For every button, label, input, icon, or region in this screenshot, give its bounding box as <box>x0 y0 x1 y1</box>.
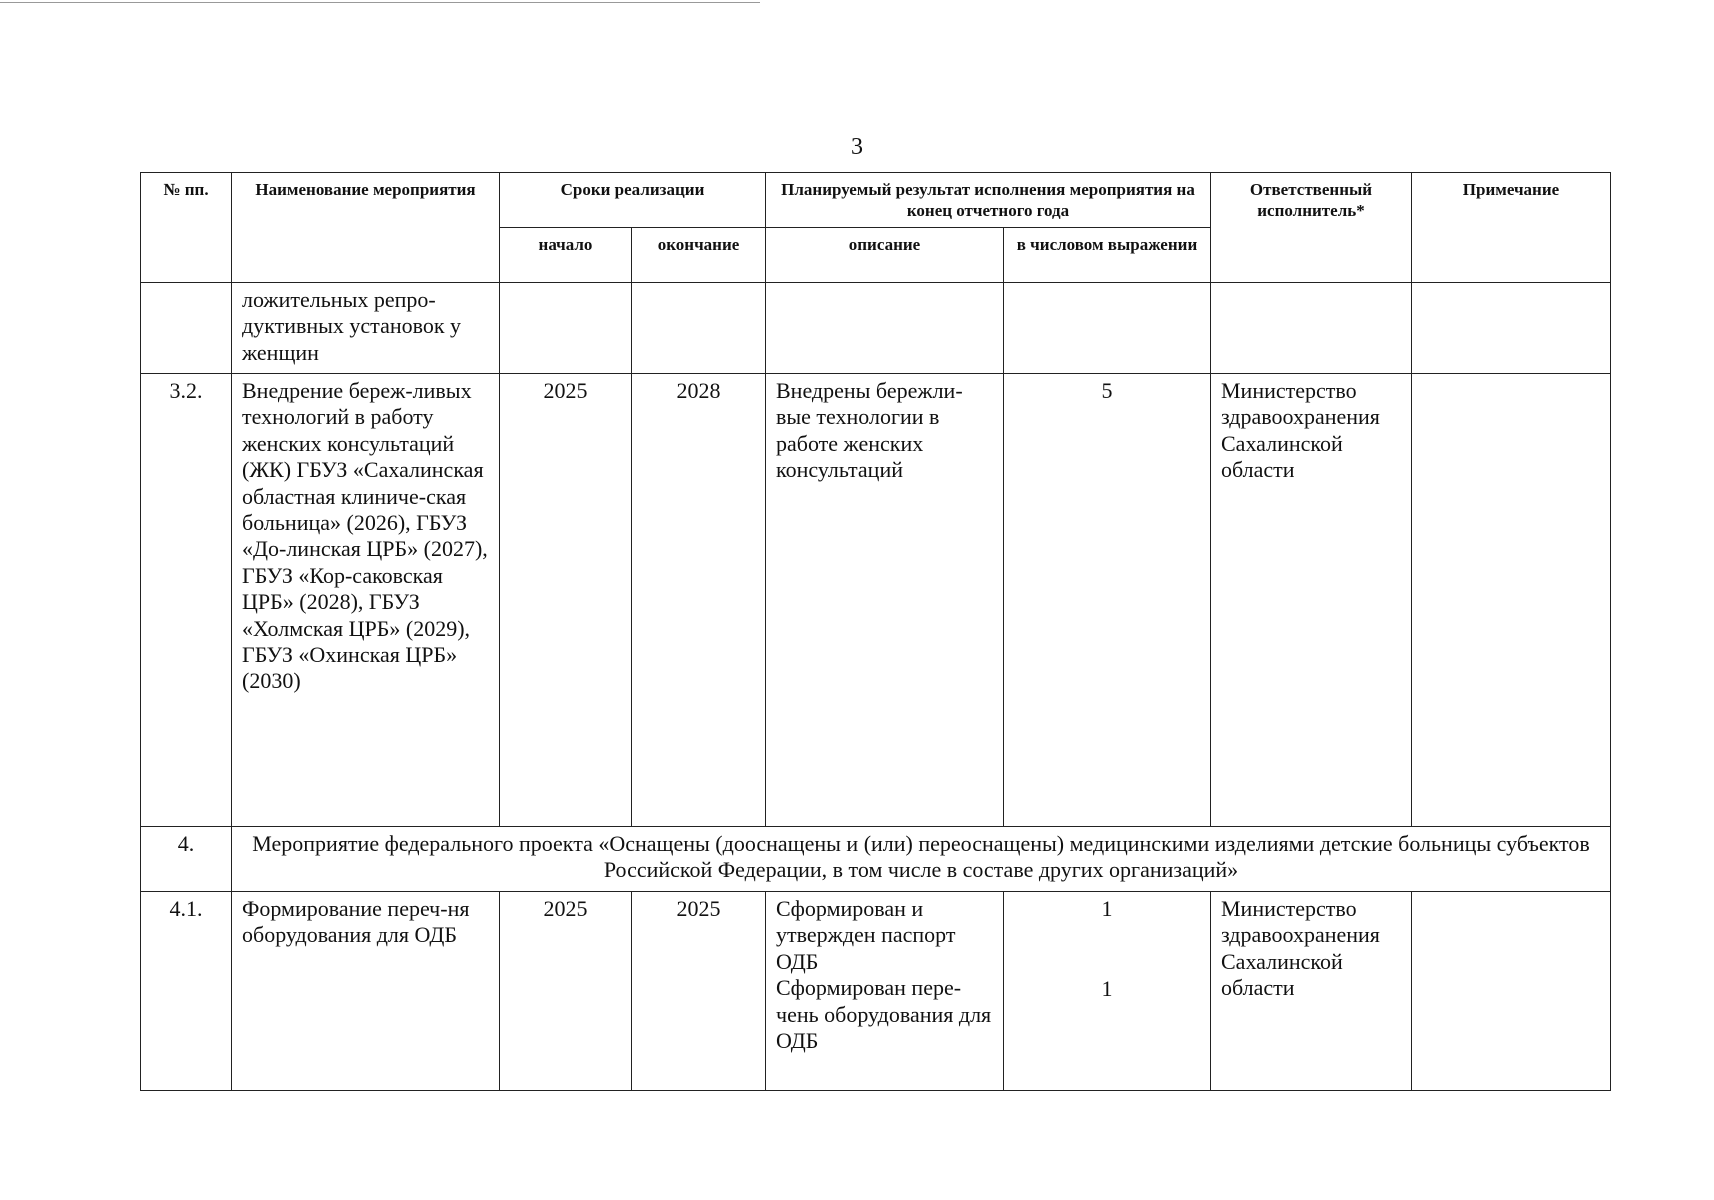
header-start: начало <box>500 228 632 283</box>
header-terms: Сроки реализации <box>500 173 766 228</box>
header-planned-result: Планируемый результат исполнения мероприятия на конец отчетного года <box>766 173 1211 228</box>
cell-start: 2025 <box>500 892 632 1091</box>
result-description-1: Сформирован и утвержден паспорт ОДБ <box>776 896 956 974</box>
cell-start <box>500 283 632 374</box>
header-number: № пп. <box>141 173 232 283</box>
cell-number: 3.2. <box>141 374 232 827</box>
cell-activity-name: Формирование переч-ня оборудования для ОДБ <box>232 892 500 1091</box>
section-title: Мероприятие федерального проекта «Оснащены (дооснащены и (или) переоснащены) медицинскими изделиями детские больницы субъектов Российской Федерации, в том числе в составе других организаций» <box>232 827 1611 892</box>
result-value-1: 1 <box>1101 896 1113 921</box>
result-description-2: Сформирован пере-чень оборудования для ОДБ <box>776 975 992 1053</box>
cell-description <box>766 892 1004 1091</box>
table-header-row <box>141 173 1611 228</box>
cell-numeric-value <box>1004 283 1211 374</box>
cell-end <box>632 283 766 374</box>
cell-number: 4.1. <box>141 892 232 1091</box>
cell-responsible <box>1211 283 1412 374</box>
cell-note <box>1412 283 1611 374</box>
table-section-row <box>141 827 1611 892</box>
cell-start: 2025 <box>500 374 632 827</box>
cell-number: 4. <box>141 827 232 892</box>
cell-activity-name: ложительных репро-дуктивных установок у женщин <box>232 283 500 374</box>
cell-number <box>141 283 232 374</box>
header-numeric-value: в числовом выражении <box>1004 228 1211 283</box>
cell-responsible: Министерство здравоохранения Сахалинской области <box>1211 374 1412 827</box>
cell-note <box>1412 892 1611 1091</box>
table-row <box>141 283 1611 374</box>
scan-artifact-line <box>0 2 760 3</box>
header-end: окончание <box>632 228 766 283</box>
cell-numeric-value: 5 <box>1004 374 1211 827</box>
result-value-2: 1 <box>1101 976 1113 1001</box>
cell-numeric-value <box>1004 892 1211 1091</box>
cell-activity-name: Внедрение береж-ливых технологий в работу женских консультаций (ЖК) ГБУЗ «Сахалинская областная клиниче-ская больница» (2026), ГБУЗ «До-линская ЦРБ» (2027), ГБУЗ «Кор-саковская ЦРБ» (2028), ГБУЗ «Холмская ЦРБ» (2029), ГБУЗ «Охинская ЦРБ» (2030) <box>232 374 500 827</box>
cell-end: 2025 <box>632 892 766 1091</box>
table-row <box>141 374 1611 827</box>
cell-description <box>766 283 1004 374</box>
page-number: 3 <box>851 134 863 160</box>
cell-end: 2028 <box>632 374 766 827</box>
header-responsible: Ответственный исполнитель* <box>1211 173 1412 283</box>
cell-description: Внедрены бережли-вые технологии в работе женских консультаций <box>766 374 1004 827</box>
cell-responsible: Министерство здравоохранения Сахалинской области <box>1211 892 1412 1091</box>
table-row <box>141 892 1611 1091</box>
header-note: Примечание <box>1412 173 1611 283</box>
activity-plan-table <box>140 172 1611 1091</box>
cell-note <box>1412 374 1611 827</box>
header-activity-name: Наименование мероприятия <box>232 173 500 283</box>
header-description: описание <box>766 228 1004 283</box>
